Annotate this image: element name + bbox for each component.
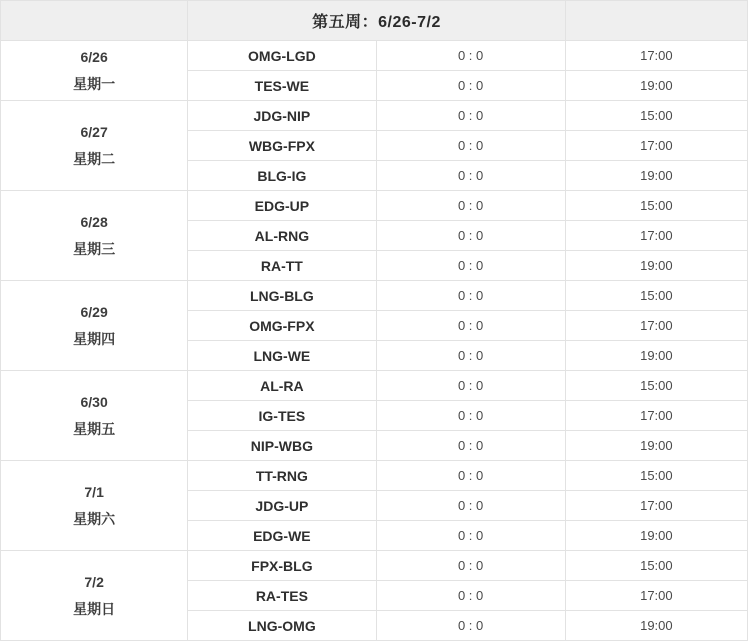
match-teams[interactable]: TES-WE — [188, 71, 376, 101]
date-label: 6/27 — [80, 123, 108, 140]
match-teams[interactable]: JDG-NIP — [188, 101, 376, 131]
match-row — [1, 101, 748, 131]
match-score: 0 : 0 — [376, 431, 565, 461]
header-spacer-right — [565, 1, 747, 41]
match-teams[interactable]: AL-RA — [188, 371, 376, 401]
weekday-label: 星期二 — [73, 150, 116, 167]
match-time: 19:00 — [565, 251, 747, 281]
match-score: 0 : 0 — [376, 491, 565, 521]
match-time: 15:00 — [565, 371, 747, 401]
match-time: 15:00 — [565, 101, 747, 131]
match-time: 19:00 — [565, 611, 747, 641]
match-score: 0 : 0 — [376, 131, 565, 161]
header-spacer-left — [1, 1, 188, 41]
weekday-label: 星期五 — [73, 420, 116, 437]
match-score: 0 : 0 — [376, 251, 565, 281]
match-score: 0 : 0 — [376, 611, 565, 641]
match-time: 17:00 — [565, 131, 747, 161]
match-score: 0 : 0 — [376, 371, 565, 401]
match-teams[interactable]: RA-TES — [188, 581, 376, 611]
match-time: 15:00 — [565, 461, 747, 491]
match-row — [1, 551, 748, 581]
date-label: 6/30 — [80, 393, 108, 410]
match-score: 0 : 0 — [376, 551, 565, 581]
match-score: 0 : 0 — [376, 101, 565, 131]
date-cell — [1, 461, 188, 551]
match-row — [1, 191, 748, 221]
match-row — [1, 281, 748, 311]
match-teams[interactable]: EDG-WE — [188, 521, 376, 551]
match-score: 0 : 0 — [376, 281, 565, 311]
match-time: 15:00 — [565, 551, 747, 581]
match-time: 17:00 — [565, 401, 747, 431]
match-teams[interactable]: AL-RNG — [188, 221, 376, 251]
match-score: 0 : 0 — [376, 521, 565, 551]
date-cell — [1, 371, 188, 461]
date-label: 6/28 — [80, 213, 108, 230]
match-teams[interactable]: NIP-WBG — [188, 431, 376, 461]
match-score: 0 : 0 — [376, 581, 565, 611]
date-cell — [1, 281, 188, 371]
date-label: 6/29 — [80, 303, 108, 320]
weekday-label: 星期三 — [73, 240, 116, 257]
match-score: 0 : 0 — [376, 191, 565, 221]
match-teams[interactable]: LNG-BLG — [188, 281, 376, 311]
weekday-label: 星期日 — [73, 600, 116, 617]
match-score: 0 : 0 — [376, 41, 565, 71]
date-label: 7/1 — [84, 483, 104, 500]
match-teams[interactable]: JDG-UP — [188, 491, 376, 521]
match-time: 17:00 — [565, 491, 747, 521]
match-time: 19:00 — [565, 161, 747, 191]
match-teams[interactable]: IG-TES — [188, 401, 376, 431]
match-time: 15:00 — [565, 191, 747, 221]
date-cell — [1, 551, 188, 641]
week-title: 第五周：6/26-7/2 — [188, 1, 566, 41]
match-score: 0 : 0 — [376, 401, 565, 431]
match-score: 0 : 0 — [376, 311, 565, 341]
match-teams[interactable]: BLG-IG — [188, 161, 376, 191]
match-teams[interactable]: TT-RNG — [188, 461, 376, 491]
date-label: 7/2 — [84, 573, 104, 590]
match-time: 17:00 — [565, 221, 747, 251]
match-time: 17:00 — [565, 41, 747, 71]
match-time: 19:00 — [565, 521, 747, 551]
date-cell — [1, 101, 188, 191]
date-cell — [1, 191, 188, 281]
match-row — [1, 371, 748, 401]
match-time: 17:00 — [565, 311, 747, 341]
weekday-label: 星期一 — [73, 75, 116, 92]
date-cell — [1, 41, 188, 101]
match-teams[interactable]: WBG-FPX — [188, 131, 376, 161]
match-teams[interactable]: LNG-WE — [188, 341, 376, 371]
match-score: 0 : 0 — [376, 341, 565, 371]
weekday-label: 星期六 — [73, 510, 116, 527]
match-teams[interactable]: OMG-LGD — [188, 41, 376, 71]
match-time: 19:00 — [565, 341, 747, 371]
schedule-table-body — [1, 1, 748, 641]
match-score: 0 : 0 — [376, 71, 565, 101]
match-time: 19:00 — [565, 431, 747, 461]
match-row — [1, 461, 748, 491]
match-score: 0 : 0 — [376, 161, 565, 191]
match-teams[interactable]: LNG-OMG — [188, 611, 376, 641]
date-label: 6/26 — [80, 48, 108, 65]
match-time: 15:00 — [565, 281, 747, 311]
match-score: 0 : 0 — [376, 221, 565, 251]
match-time: 19:00 — [565, 71, 747, 101]
match-teams[interactable]: FPX-BLG — [188, 551, 376, 581]
match-time: 17:00 — [565, 581, 747, 611]
match-score: 0 : 0 — [376, 461, 565, 491]
weekday-label: 星期四 — [73, 330, 116, 347]
week-header-row — [1, 1, 748, 41]
match-teams[interactable]: EDG-UP — [188, 191, 376, 221]
match-row — [1, 41, 748, 71]
match-teams[interactable]: OMG-FPX — [188, 311, 376, 341]
match-teams[interactable]: RA-TT — [188, 251, 376, 281]
